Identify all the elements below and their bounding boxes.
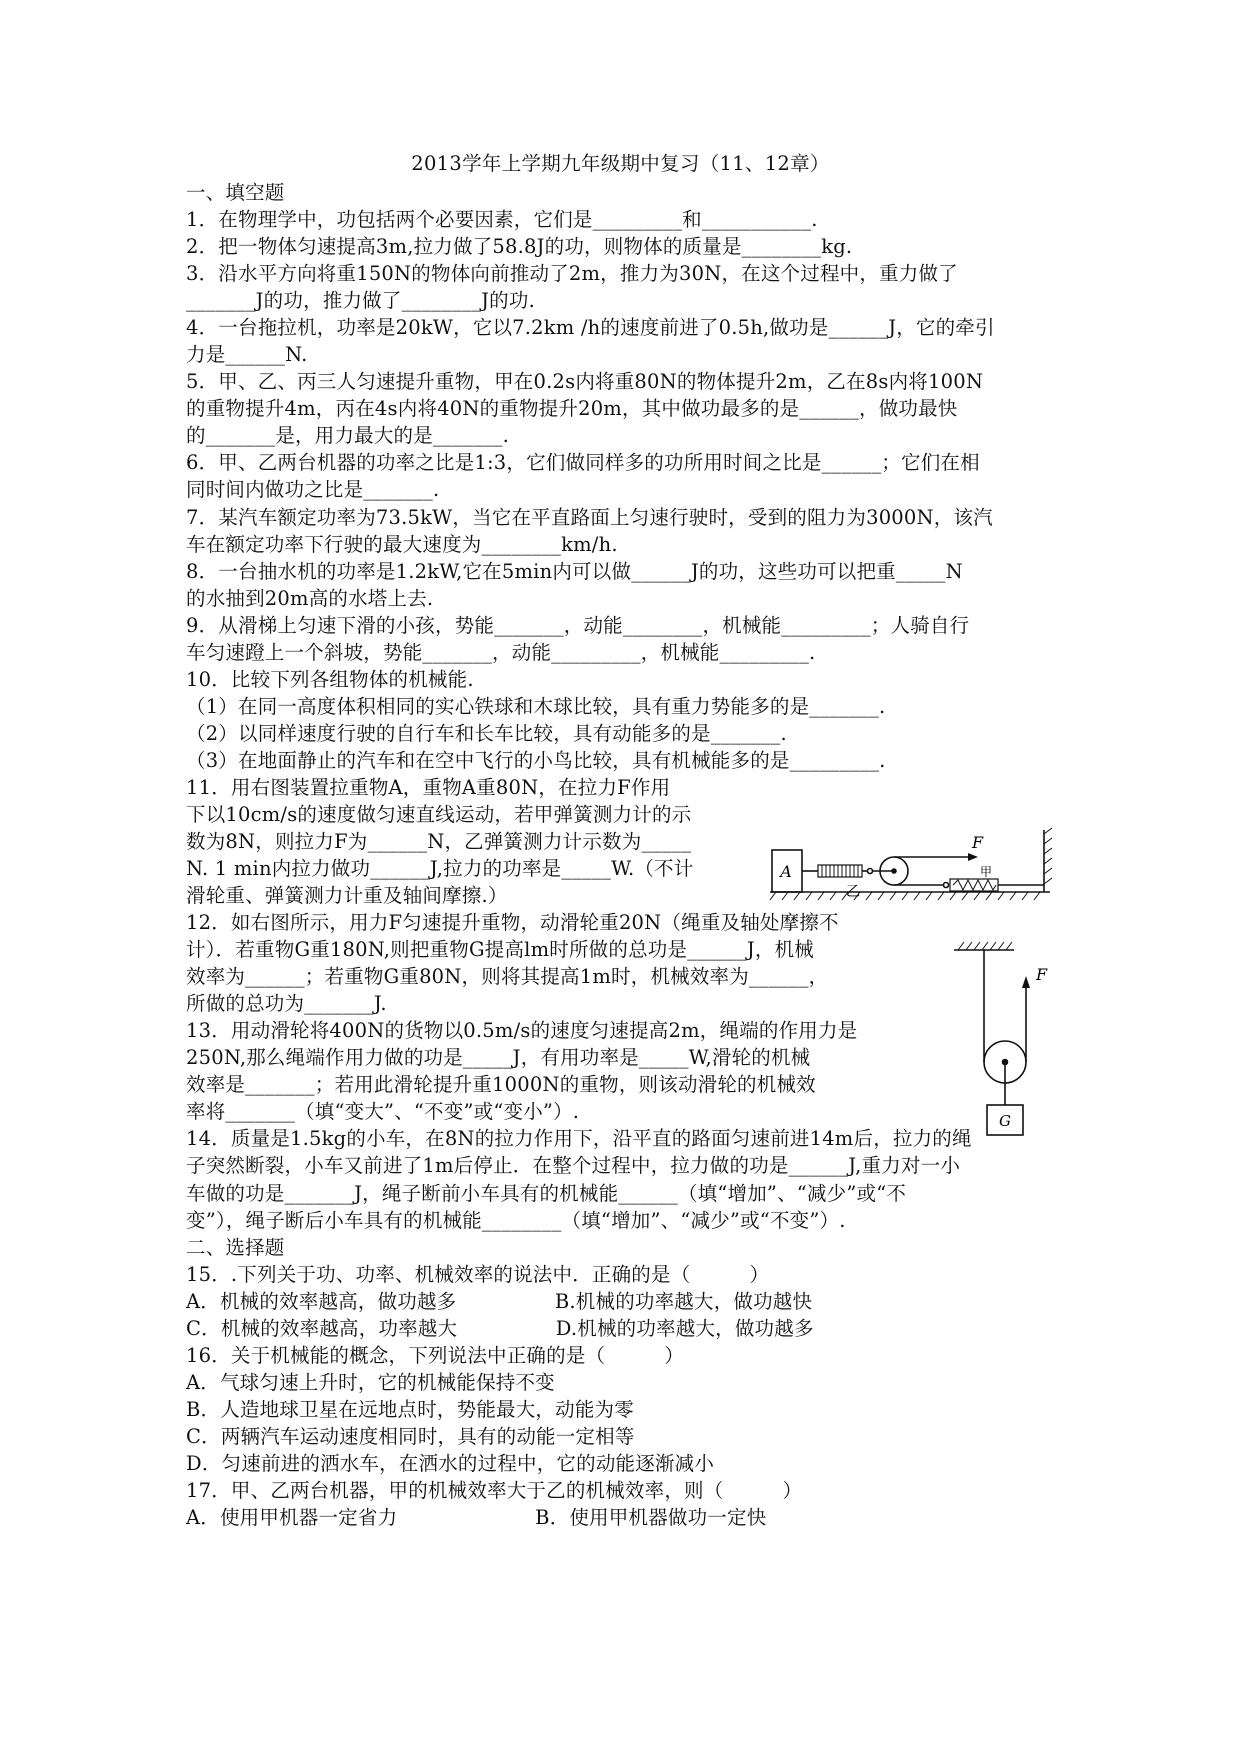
text-line: 16．关于机械能的概念，下列说法中正确的是（ ）	[186, 1343, 685, 1367]
text-line: C．两辆汽车运动速度相同时，具有的动能一定相等	[186, 1424, 635, 1448]
text-line: 250N,那么绳端作用力做的功是_____J，有用功率是_____W,滑轮的机械	[186, 1046, 811, 1070]
text-line: 车匀速蹬上一个斜坡，势能_______，动能_________，机械能_________.	[186, 640, 816, 664]
text-line: 11．用右图装置拉重物A，重物A重80N，在拉力F作用	[186, 775, 671, 799]
force-label: F	[972, 833, 984, 852]
text-line: 数为8N，则拉力F为______N，乙弹簧测力计示数为_____	[186, 830, 692, 853]
meter-yi-label: 乙	[846, 884, 860, 900]
text-line: 5．甲、乙、丙三人匀速提升重物，甲在0.2s内将重80N的物体提升2m，乙在8s内将100N	[186, 370, 984, 394]
text-line: 率将_______（填“变大”、“不变”或“变小”）.	[186, 1100, 580, 1124]
text-line: 一、填空题	[186, 181, 285, 204]
text-line: 8．一台抽水机的功率是1.2kW,它在5min内可以做______J的功，这些功可以把重_____N	[186, 559, 963, 583]
text-line: 4．一台拖拉机，功率是20kW，它以7.2km /h的速度前进了0.5h,做功是______J，它的牵引	[186, 316, 995, 340]
text-line: 15．.下列关于功、功率、机械效率的说法中．正确的是（ ）	[186, 1262, 770, 1286]
text-line: _______J的功，推力做了________J的功.	[186, 289, 535, 313]
text-line: 同时间内做功之比是_______.	[186, 478, 440, 502]
meter-jia-label: 甲	[980, 865, 993, 879]
figure-q11-pulley-system	[768, 820, 1058, 906]
text-line: D．匀速前进的洒水车，在洒水的过程中，它的动能逐渐减小	[186, 1451, 715, 1475]
text-line: 车在额定功率下行驶的最大速度为________km/h.	[186, 532, 618, 556]
text-line: 二、选择题	[186, 1235, 285, 1259]
text-line: 3．沿水平方向将重150N的物体向前推动了2m，推力为30N，在这个过程中，重力做了	[186, 262, 958, 286]
text-line: （1）在同一高度体积相同的实心铁球和木球比较，具有重力势能多的是_______.	[186, 694, 886, 718]
text-line: 的水抽到20m高的水塔上去.	[186, 586, 434, 610]
block-label: A	[780, 862, 792, 881]
text-line: 计）．若重物G重180N,则把重物G提高lm时所做的总功是______J，机械	[186, 938, 814, 962]
text-line: N. 1 min内拉力做功______J,拉力的功率是_____W.（不计	[186, 857, 694, 880]
figure-q12-movable-pulley	[944, 940, 1064, 1150]
pulley-force-label: F	[1036, 965, 1048, 984]
text-line: 的_______是，用力最大的是_______.	[186, 424, 509, 448]
text-line: 1．在物理学中，功包括两个必要因素，它们是_________和___________.	[186, 208, 818, 231]
text-line: C．机械的效率越高，功率越大 D.机械的功率越大，做功越多	[186, 1316, 814, 1340]
text-line: 13．用动滑轮将400N的货物以0.5m/s的速度匀速提高2m，绳端的作用力是	[186, 1019, 858, 1043]
text-line: （2）以同样速度行驶的自行车和长车比较，具有动能多的是_______.	[186, 721, 787, 745]
text-line: 下以10cm/s的速度做匀速直线运动，若甲弹簧测力计的示	[186, 802, 692, 826]
text-line: 所做的总功为_______J.	[186, 992, 387, 1016]
text-line: 车做的功是_______J，绳子断前小车具有的机械能______（填“增加”、“减少”或“不	[186, 1181, 907, 1205]
text-line: 14．质量是1.5kg的小车，在8N的拉力作用下，沿平直的路面匀速前进14m后，拉力的绳	[186, 1127, 972, 1151]
text-line: B．人造地球卫星在远地点时，势能最大，动能为零	[186, 1397, 634, 1421]
text-line: 子突然断裂，小车又前进了1m后停止．在整个过程中，拉力做的功是______J,重力对一小	[186, 1154, 961, 1178]
text-line: 效率是_______；若用此滑轮提升重1000N的重物，则该动滑轮的机械效	[186, 1073, 816, 1097]
weight-label: G	[999, 1112, 1011, 1130]
text-line: 6．甲、乙两台机器的功率之比是1:3，它们做同样多的功所用时间之比是______；它们在相	[186, 451, 980, 475]
text-line: 17．甲、乙两台机器，甲的机械效率大于乙的机械效率，则（ ）	[186, 1478, 803, 1502]
text-line: 效率为______；若重物G重80N，则将其提高1m时，机械效率为______，	[186, 965, 829, 989]
text-line: 变”），绳子断后小车具有的机械能________（填“增加”、“减少”或“不变”）.	[186, 1208, 846, 1232]
text-line: （3）在地面静止的汽车和在空中飞行的小鸟比较，具有机械能多的是_________.	[186, 748, 886, 772]
text-line: 7．某汽车额定功率为73.5kW，当它在平直路面上匀速行驶时，受到的阻力为3000N，该汽	[186, 505, 993, 529]
text-line: 力是______N.	[186, 343, 308, 367]
text-line: 9．从滑梯上匀速下滑的小孩，势能_______，动能________，机械能_________；人骑自行	[186, 613, 970, 637]
text-line: 的重物提升4m，丙在4s内将40N的重物提升20m，其中做功最多的是______，做功最快	[186, 397, 958, 421]
text-line: A．使用甲机器一定省力 B．使用甲机器做功一定快	[186, 1506, 767, 1529]
text-line: 12．如右图所示，用力F匀速提升重物，动滑轮重20N（绳重及轴处摩擦不	[186, 911, 839, 935]
text-line: 滑轮重、弹簧测力计重及轴间摩擦.）	[186, 884, 508, 907]
text-line: A．气球匀速上升时，它的机械能保持不变	[186, 1370, 555, 1394]
page-title: 2013学年上学期九年级期中复习（11、12章）	[411, 152, 830, 175]
text-line: 10．比较下列各组物体的机械能.	[186, 667, 474, 691]
text-line: A．机械的效率越高，做功越多 B.机械的功率越大，做功越快	[186, 1289, 813, 1313]
text-line: 2．把一物体匀速提高3m,拉力做了58.8J的功，则物体的质量是________kg.	[186, 235, 853, 259]
